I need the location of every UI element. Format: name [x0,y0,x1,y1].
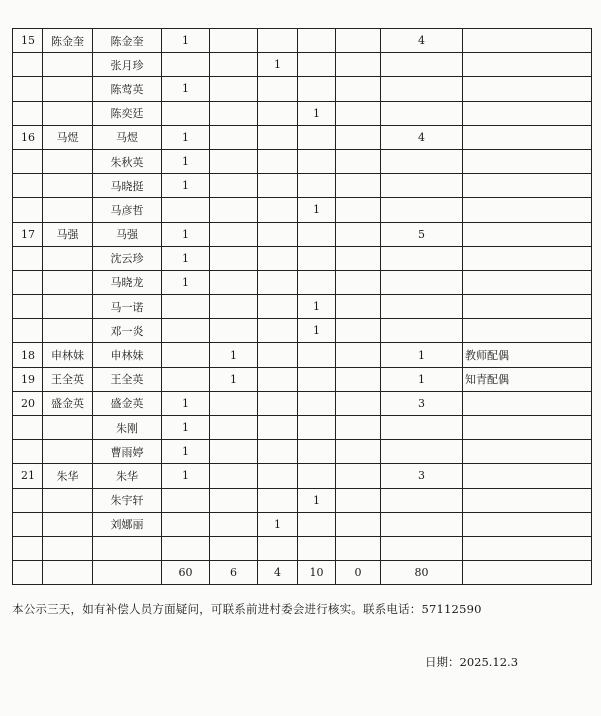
seq-cell: 20 [13,391,43,415]
seq-cell: 15 [13,29,43,53]
member-name-cell: 马晓挺 [93,174,162,198]
count-a-cell: 1 [162,29,210,53]
count-b-cell [210,270,258,294]
remark-cell [463,536,592,560]
count-c-cell: 1 [258,53,298,77]
table-row [13,440,592,464]
count-e-cell [336,29,381,53]
household-head-cell: 王全英 [43,367,93,391]
household-total-cell: 80 [381,561,463,585]
household-total-cell [381,319,463,343]
household-total-cell [381,198,463,222]
count-a-cell: 60 [162,561,210,585]
count-b-cell [210,149,258,173]
seq-cell [13,319,43,343]
household-total-cell [381,77,463,101]
household-head-cell [43,536,93,560]
count-a-cell: 1 [162,77,210,101]
count-d-cell: 1 [298,319,336,343]
household-head-cell [43,246,93,270]
seq-cell [13,174,43,198]
household-head-cell [43,198,93,222]
count-a-cell: 1 [162,222,210,246]
table-row [13,536,592,560]
count-e-cell [336,149,381,173]
household-head-cell [43,149,93,173]
member-name-cell: 陈奕廷 [93,101,162,125]
household-total-cell [381,53,463,77]
member-name-cell: 刘娜丽 [93,512,162,536]
count-e-cell [336,222,381,246]
remark-cell [463,464,592,488]
seq-cell: 18 [13,343,43,367]
count-a-cell [162,536,210,560]
household-total-cell [381,101,463,125]
count-b-cell [210,391,258,415]
household-head-cell [43,512,93,536]
count-d-cell [298,367,336,391]
count-a-cell [162,488,210,512]
member-name-cell: 王全英 [93,367,162,391]
household-head-cell: 马强 [43,222,93,246]
count-c-cell [258,488,298,512]
count-b-cell: 6 [210,561,258,585]
remark-cell [463,125,592,149]
count-e-cell [336,391,381,415]
member-name-cell: 马煜 [93,125,162,149]
count-b-cell [210,319,258,343]
seq-cell [13,53,43,77]
count-b-cell: 1 [210,343,258,367]
count-e-cell [336,174,381,198]
member-name-cell: 沈云珍 [93,246,162,270]
count-e-cell [336,488,381,512]
count-a-cell: 1 [162,440,210,464]
count-a-cell [162,343,210,367]
count-a-cell [162,319,210,343]
date-label: 日期：2025.12.3 [425,655,519,669]
count-d-cell [298,149,336,173]
remark-cell [463,222,592,246]
count-c-cell [258,149,298,173]
table-row [13,416,592,440]
count-a-cell [162,101,210,125]
seq-cell [13,416,43,440]
household-head-cell: 朱华 [43,464,93,488]
count-b-cell [210,53,258,77]
count-a-cell: 1 [162,246,210,270]
seq-cell [13,561,43,585]
household-total-cell [381,416,463,440]
count-b-cell [210,416,258,440]
remark-cell [463,101,592,125]
household-total-cell: 5 [381,222,463,246]
remark-cell [463,53,592,77]
count-a-cell [162,198,210,222]
remark-cell [463,246,592,270]
household-total-cell: 1 [381,367,463,391]
count-d-cell [298,391,336,415]
seq-cell [13,488,43,512]
member-name-cell: 张月珍 [93,53,162,77]
count-d-cell: 1 [298,198,336,222]
household-total-cell [381,440,463,464]
count-c-cell [258,416,298,440]
count-e-cell [336,416,381,440]
count-c-cell [258,319,298,343]
household-head-cell [43,416,93,440]
member-name-cell: 朱秋英 [93,149,162,173]
count-c-cell [258,29,298,53]
count-b-cell [210,512,258,536]
count-b-cell [210,222,258,246]
count-c-cell [258,367,298,391]
count-e-cell [336,464,381,488]
seq-cell: 16 [13,125,43,149]
member-name-cell: 盛金英 [93,391,162,415]
count-a-cell: 1 [162,464,210,488]
member-name-cell: 马一诺 [93,295,162,319]
table-row [13,464,592,488]
table-row [13,101,592,125]
count-e-cell [336,53,381,77]
count-a-cell: 1 [162,174,210,198]
household-total-cell [381,295,463,319]
member-name-cell: 马强 [93,222,162,246]
count-e-cell [336,295,381,319]
member-name-cell: 马彦哲 [93,198,162,222]
count-e-cell: 0 [336,561,381,585]
household-total-cell [381,246,463,270]
member-name-cell: 陈金奎 [93,29,162,53]
member-name-cell: 曹雨婷 [93,440,162,464]
count-e-cell [336,101,381,125]
count-d-cell [298,53,336,77]
count-e-cell [336,125,381,149]
count-e-cell [336,440,381,464]
remark-cell [463,512,592,536]
remark-cell [463,29,592,53]
household-head-cell: 申林妹 [43,343,93,367]
count-d-cell [298,270,336,294]
household-head-cell [43,440,93,464]
remark-cell [463,77,592,101]
table-row [13,512,592,536]
count-c-cell [258,246,298,270]
seq-cell [13,440,43,464]
table-row [13,149,592,173]
table-row [13,53,592,77]
household-total-cell [381,270,463,294]
count-c-cell [258,125,298,149]
count-e-cell [336,343,381,367]
count-a-cell [162,512,210,536]
household-total-cell [381,174,463,198]
seq-cell: 19 [13,367,43,391]
household-total-cell [381,488,463,512]
count-c-cell [258,295,298,319]
household-head-cell: 马煜 [43,125,93,149]
count-b-cell [210,440,258,464]
household-total-cell [381,149,463,173]
count-d-cell [298,343,336,367]
count-d-cell: 1 [298,101,336,125]
member-name-cell: 邓一炎 [93,319,162,343]
count-b-cell [210,29,258,53]
count-e-cell [336,270,381,294]
seq-cell [13,198,43,222]
remark-cell [463,295,592,319]
remark-cell [463,440,592,464]
count-d-cell [298,125,336,149]
household-head-cell [43,488,93,512]
count-c-cell [258,464,298,488]
count-a-cell [162,53,210,77]
count-c-cell [258,440,298,464]
count-c-cell [258,222,298,246]
table-row [13,270,592,294]
count-e-cell [336,367,381,391]
count-d-cell [298,512,336,536]
household-total-cell: 3 [381,391,463,415]
remark-cell: 知青配偶 [463,367,592,391]
household-head-cell [43,561,93,585]
count-c-cell: 1 [258,512,298,536]
table-row [13,319,592,343]
count-e-cell [336,319,381,343]
table-row [13,77,592,101]
count-b-cell [210,295,258,319]
seq-cell [13,512,43,536]
count-a-cell: 1 [162,270,210,294]
household-head-cell [43,101,93,125]
total-row [13,561,592,585]
count-d-cell [298,440,336,464]
count-d-cell: 10 [298,561,336,585]
member-name-cell: 马晓龙 [93,270,162,294]
remark-cell [463,149,592,173]
household-total-cell: 3 [381,464,463,488]
count-e-cell [336,77,381,101]
table-row [13,246,592,270]
count-c-cell [258,270,298,294]
household-head-cell [43,53,93,77]
count-b-cell [210,174,258,198]
count-b-cell [210,488,258,512]
count-d-cell [298,464,336,488]
count-b-cell [210,536,258,560]
count-b-cell: 1 [210,367,258,391]
count-a-cell [162,367,210,391]
count-d-cell [298,77,336,101]
seq-cell [13,149,43,173]
count-a-cell: 1 [162,391,210,415]
table-row [13,174,592,198]
count-a-cell: 1 [162,125,210,149]
remark-cell [463,174,592,198]
member-name-cell [93,536,162,560]
seq-cell: 17 [13,222,43,246]
household-total-cell: 4 [381,29,463,53]
count-d-cell [298,29,336,53]
seq-cell [13,246,43,270]
count-c-cell [258,101,298,125]
count-d-cell [298,416,336,440]
household-head-cell [43,319,93,343]
seq-cell [13,270,43,294]
table-row [13,343,592,367]
count-c-cell: 4 [258,561,298,585]
notice-text: 本公示三天，如有补偿人员方面疑问，可联系前进村委会进行核实。联系电话：57112590 [12,602,482,616]
count-d-cell [298,246,336,270]
member-name-cell: 朱刚 [93,416,162,440]
count-b-cell [210,198,258,222]
count-c-cell [258,391,298,415]
seq-cell: 21 [13,464,43,488]
member-name-cell: 陈莺英 [93,77,162,101]
seq-cell [13,77,43,101]
count-b-cell [210,77,258,101]
table-row [13,391,592,415]
count-d-cell: 1 [298,295,336,319]
remark-cell [463,198,592,222]
table-row [13,295,592,319]
count-e-cell [336,198,381,222]
count-d-cell [298,174,336,198]
member-name-cell: 申林妹 [93,343,162,367]
remark-cell [463,319,592,343]
household-head-cell: 陈金奎 [43,29,93,53]
count-e-cell [336,246,381,270]
count-b-cell [210,101,258,125]
remark-cell [463,391,592,415]
count-c-cell [258,536,298,560]
count-c-cell [258,198,298,222]
table-body [13,29,592,585]
remark-cell [463,561,592,585]
compensation-table [12,28,592,585]
member-name-cell: 朱华 [93,464,162,488]
count-a-cell: 1 [162,416,210,440]
count-b-cell [210,464,258,488]
member-name-cell [93,561,162,585]
count-a-cell [162,295,210,319]
remark-cell: 教师配偶 [463,343,592,367]
count-d-cell [298,536,336,560]
count-c-cell [258,174,298,198]
household-head-cell [43,270,93,294]
table-row [13,367,592,391]
seq-cell [13,295,43,319]
household-total-cell: 4 [381,125,463,149]
table-row [13,198,592,222]
household-head-cell [43,174,93,198]
household-head-cell [43,77,93,101]
count-d-cell: 1 [298,488,336,512]
count-b-cell [210,125,258,149]
seq-cell [13,101,43,125]
count-c-cell [258,343,298,367]
table-row [13,222,592,246]
count-e-cell [336,536,381,560]
remark-cell [463,270,592,294]
household-total-cell: 1 [381,343,463,367]
household-total-cell [381,512,463,536]
remark-cell [463,416,592,440]
count-d-cell [298,222,336,246]
table-row [13,488,592,512]
table-row [13,29,592,53]
count-b-cell [210,246,258,270]
household-total-cell [381,536,463,560]
member-name-cell: 朱宇轩 [93,488,162,512]
seq-cell [13,536,43,560]
household-head-cell [43,295,93,319]
count-a-cell: 1 [162,149,210,173]
count-e-cell [336,512,381,536]
table-row [13,125,592,149]
household-head-cell: 盛金英 [43,391,93,415]
remark-cell [463,488,592,512]
count-c-cell [258,77,298,101]
